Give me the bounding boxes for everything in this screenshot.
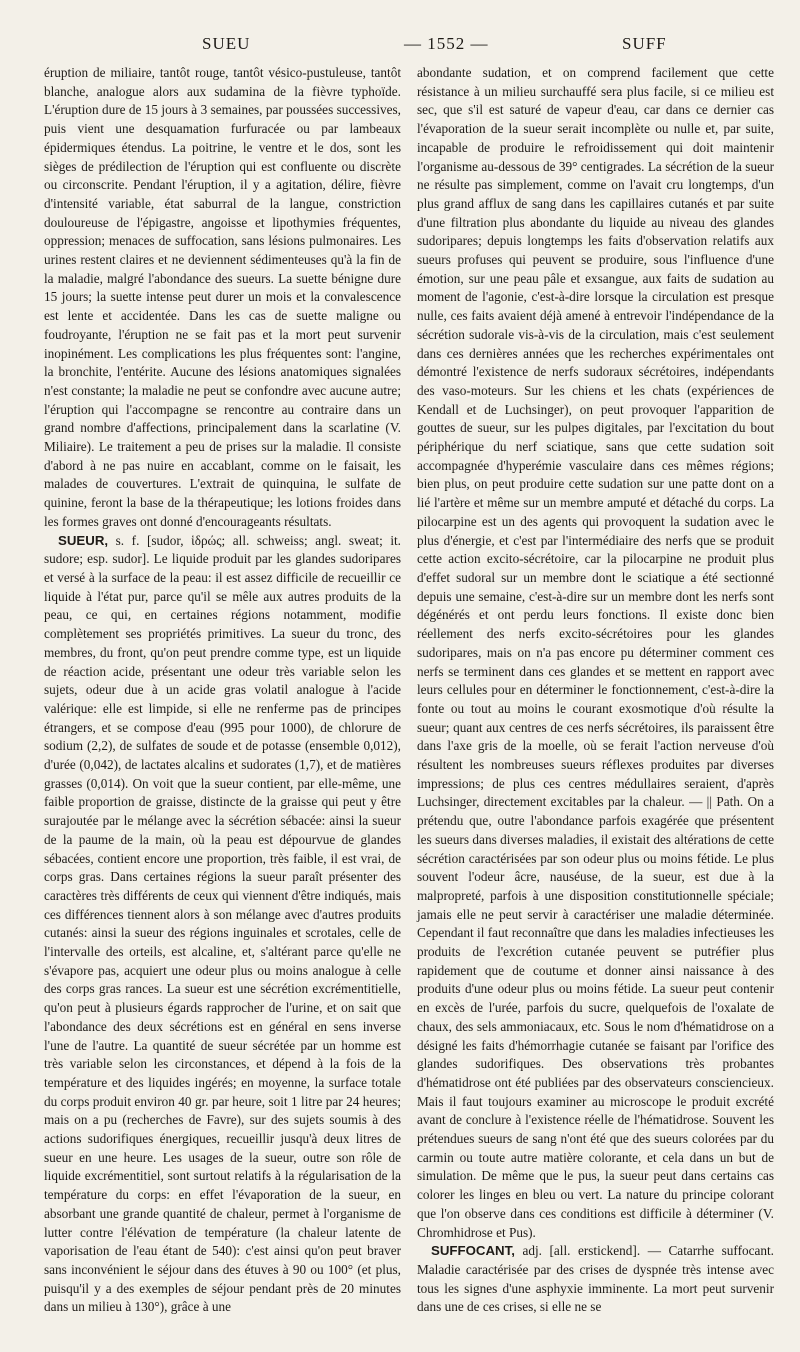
entry-sueur bbox=[44, 532, 401, 1318]
sueur-continuation: abondante sudation, et on comprend facilement que cette résistance à un milieu surchauffé sera plus facile, si ce milieu est sec, que s'il est saturé de vapeur d'eau, car dans ce dernier cas l'évaporation de la sueur serait incomplète ou nulle et, par suite, incapable de produire le refroidissement qui doit maintenir l'organisme au-dessous de 39° centigrades. La sécrétion de la sueur ne résulte pas simplement, comme on l'avait cru longtemps, d'un plus grand afflux de sang dans les capillaires cutanés et par suite d'une filtration plus abondante du liquide au niveau des glandes sudoripares; depuis longtemps les faits d'observation relatifs aux sueurs profuses qui peuvent se produire, sous l'influence d'une émotion, sur une peau pâle et exsangue, aux faits de sudation au moment de l'agonie, c'est-à-dire lorsque la circulation est presque nulle, ces faits avaient déjà amené à entrevoir l'indépendance de la sécrétion sudorale vis-à-vis de la circulation, mais c'est seulement dans ces dernières années que les recherches expérimentales ont démontré l'existence de nerfs sudoraux sécrétoires, indépendants des vaso-moteurs. Sur les chiens et les chats (expériences de Kendall et de Luchsinger), on peut provoquer l'apparition de gouttes de sueur, sur les pulpes digitales, par l'excitation du bout périphérique du nerf sciatique, sans que cette sudation soit accompagnée d'hyperémie vasculaire dans ces mêmes régions; bien plus, on peut produire cette sudation sur une patte dont on a lié l'artère et même sur un membre amputé et détaché du corps. La pilocarpine est un des agents qui provoquent la sudation avec le plus d'énergie, et c'est par l'intermédiaire des nerfs que se produit cette action excito-sécrétoire, car la pilocarpine ne produit plus d'effet sudoral sur un membre dont le sciatique a été sectionné depuis une semaine, c'est-à-dire sur un membre dont les nerfs sont dégénérés et ont perdu leurs fonctions. Il existe donc bien réellement des nerfs excito-sécrétoires pour les glandes sudoripares, mais on n'a pas encore pu déterminer comment ces nerfs se terminent dans ces glandes et se mettent en rapport avec leurs cellules pour en déterminer le fonctionnement, c'est-à-dire la fonte ou tout au moins le courant exosmotique d'où résulte la sueur; quant aux centres de ces nerfs sécrétoires, ils paraissent être dans l'axe gris de la moelle, où se ferait l'action nerveuse d'où résultent les nombreuses sueurs réflexes produites par diverses impressions; de plus ces centres médullaires seraient, d'après Luchsinger, directement excitables par la chaleur. — || Path. On a prétendu que, outre l'abondance parfois exagérée que présentent les sueurs dans diverses maladies, il existait des altérations de cette sécrétion caractérisées par son odeur plus ou moins fétide. Le plus souvent l'odeur âcre, nauséuse, de la sueur, est due à la malpropreté, parfois à une disposition constitutionnelle spéciale; jamais elle ne peut servir à caractériser une maladie déterminée. Cependant il faut reconnaître que dans les maladies infectieuses les produits de l'excrétion cutanée peuvent se putréfier plus rapidement que de coutume et donner ainsi naissance à des produits d'une odeur plus ou moins fétide. La sueur peut contenir en excès de l'urée, parfois du sucre, quelquefois de l'oxalate de chaux, des sels ammoniacaux, etc. Sous le nom d'hématidrose on a désigné les faits d'hémorrhagie cutanée se faisant par l'orifice des glandes sudorifiques. Des observations très probantes d'hématidrose ont été publiées par des observateurs consciencieux. Mais il faut toujours examiner au microscope le produit excrété avant de conclure à l'existence réelle de l'hématidrose. Souvent les prétendues sueurs de sang n'ont été que des sueurs colorées par du carmin ou toute autre matière colorante, et cela dans un but de simulation. De même que le pus, la sueur peut dans certains cas colorer les linges en bleu ou vert. La nature du principe colorant que l'on observe dans ces conditions est difficile à déterminer (V. Chromhidrose et Pus). bbox=[417, 65, 774, 1240]
entry-suffocant-body: adj. [all. erstickend]. — Catarrhe suffocant. Maladie caractérisée par des crises de dyspnée très intense avec tous les signes d'une asphyxie imminente. La mort peut survenir dans une de ces crises, si elle ne se bbox=[417, 1243, 774, 1315]
header-right-word: SUFF bbox=[622, 34, 667, 53]
right-column bbox=[417, 64, 774, 1317]
entry-headword-sueur: SUEUR, bbox=[58, 532, 109, 548]
entry-sueur-body: s. f. [sudor, ἱδρώς; all. schweiss; angl. sweat; it. sudore; esp. sudor]. Le liquide produit par les glandes sudoripares et versé à la surface de la peau: il est assez difficile de recueillir ce liquide à l'état pur, parce qu'il se mêle aux autres produits de la peau, ce qui, en certaines régions notamment, modifie complètement ses propriétés primitives. La sueur du tronc, des membres, du front, qu'on peut prendre comme type, est un liquide de réaction acide, présentant une odeur très variable selon les sujets, odeur due à un acide gras volatil analogue à l'acide valérique: elle est limpide, si elle ne renferme pas de principes étrangers, et se compose d'eau (995 pour 1000), de chlorure de sodium (2,2), de sulfates de soude et de potasse (ensemble 0,012), d'urée (0,042), de lactates alcalins et sudorates (1,7), et de matières grasses (0,014). On voit que la sueur contient, par elle-même, une faible proportion de graisse, distincte de la graisse qui peut y être surajoutée par le mélange avec la sécrétion sébacée: ainsi la sueur de la paume de la main, où la peau est dépourvue de glandes sébacées, contient encore une proportion, très faible, il est vrai, de corps gras. Dans certaines régions la sueur paraît présenter des caractères très différents de ceux qui viennent d'être indiqués, mais ces différences tiennent alors à son mélange avec d'autres produits cutanés: ainsi la sueur des régions inguinales et scrotales, celle de l'intervalle des orteils, est alcaline, et, s'altérant parce qu'elle ne s'évapore pas, acquiert une odeur plus ou moins analogue à celle des corps gras rances. La sueur est une sécrétion excrémentitielle, qu'on peut à plusieurs égards rapprocher de l'urine, et on sait que l'abondance des deux sécrétions est en général en sens inverse l'une de l'autre. La quantité de sueur sécrétée par un homme est très variable selon les circonstances, et dépend à la fois de la température et des liquides ingérés; en moyenne, la surface totale du corps produit environ 40 gr. par heure, soit 1 litre par 24 heures; mais on a pu (recherches de Favre), sur des sujets soumis à des actions sudorifiques énergiques, recueillir jusqu'à deux litres de sueur en une heure. Les usages de la sueur, outre son rôle de liquide excrémentitiel, sont surtout relatifs à la régularisation de la température du corps: en effet l'évaporation de la sueur, en absorbant une grande quantité de chaleur, permet à l'organisme de lutter contre l'élévation de température (la chaleur latente de vaporisation de l'eau étant de 540): c'est ainsi qu'on peut braver sans inconvénient le séjour dans des étuves à 90 ou 100° (et plus, puisqu'il y a des exemples de séjour pendant près de 20 minutes dans un milieu à 130°), grâce à une bbox=[44, 532, 401, 1315]
left-column bbox=[44, 64, 401, 1317]
suette-continuation: éruption de miliaire, tantôt rouge, tantôt vésico-pustuleuse, tantôt blanche, analogue alors aux sudamina de la fièvre typhoïde. L'éruption dure de 15 jours à 3 semaines, par poussées successives, puis vient une desquamation furfuracée ou par lambeaux épidermiques étendus. La poitrine, le ventre et le dos, sont les sièges de prédilection de l'éruption qui est confluente ou discrète ou circonscrite. Pendant l'éruption, il y a agitation, délire, fièvre d'intensité variable, état saburral de la langue, constriction douloureuse de l'épigastre, angoisse et lipothymies fréquentes, oppression; menaces de suffocation, sans lésions pulmonaires. Les urines restent claires et ne deviennent sédimenteuses qu'à la fin de la maladie, malgré l'abondance des sueurs. La suette bénigne dure 15 jours; la suette intense peut durer un mois et la convalescence est lente et accidentée. Dans les cas de suette maligne ou foudroyante, l'éruption ne se fait pas et la mort peut survenir inopinément. Les complications les plus fréquentes sont: l'angine, la bronchite, l'entérite. Aucune des lésions anatomiques signalées n'est constante; la maladie ne peut se confondre avec aucune autre; l'éruption qui l'accompagne se rencontre au contraire dans un grand nombre d'affections, principalement dans la scarlatine (V. Miliaire). Le traitement a peu de prises sur la maladie. Il consiste d'abord à ne pas nuire en accablant, comme on le faisait, les malades de couvertures. L'extrait de quinquina, le sulfate de quinine, feront la base de la thérapeutique; les lotions froides dans les formes graves ont donné d'encourageants résultats. bbox=[44, 65, 401, 529]
running-header bbox=[44, 28, 774, 64]
entry-headword-suffocant: SUFFOCANT, bbox=[431, 1243, 515, 1259]
header-left-word: SUEU bbox=[202, 34, 251, 53]
page-number: — 1552 — bbox=[404, 34, 489, 53]
entry-suffocant bbox=[417, 1242, 774, 1317]
text-columns bbox=[44, 64, 774, 1317]
